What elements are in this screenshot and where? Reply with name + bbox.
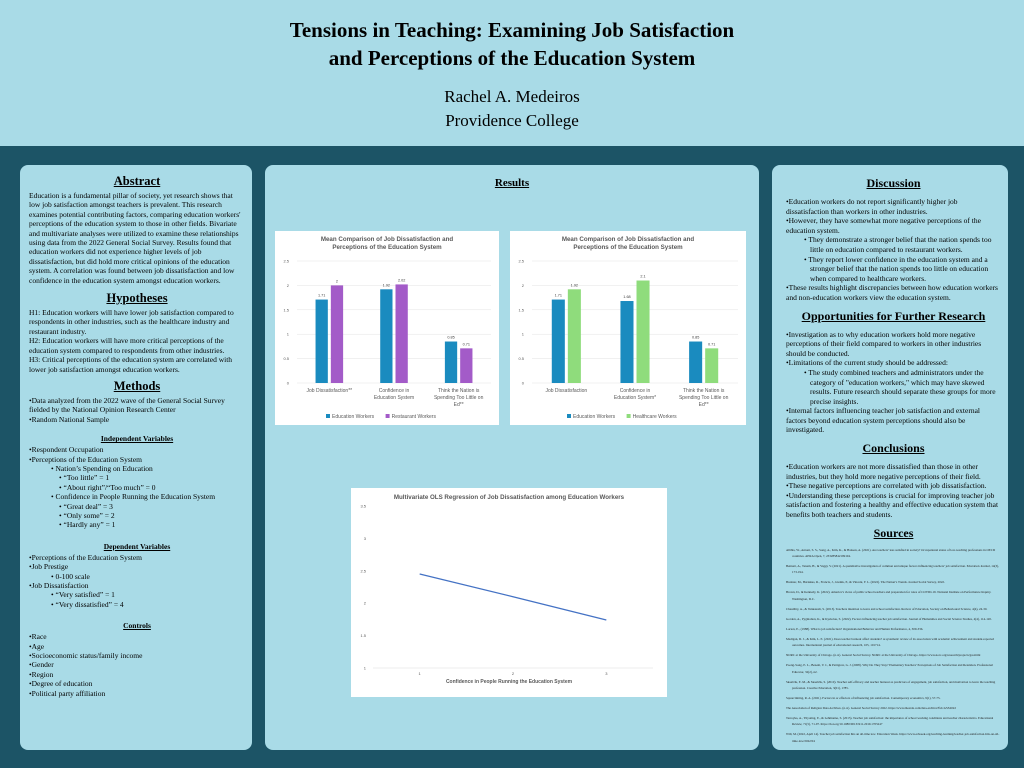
data-label: 0.71 <box>462 342 471 347</box>
data-label: 2.02 <box>397 278 406 283</box>
y-tick-label: 1.5 <box>360 633 366 639</box>
list-item: •Gender <box>29 660 54 670</box>
category-label: Education System <box>373 395 415 401</box>
bar-chart-restaurant <box>275 231 499 425</box>
y-tick-label: 2.5 <box>518 258 524 264</box>
category-label: Job Dissatisfaction <box>545 388 588 394</box>
source-item: Madigan, D. J., & Kim, L. E. (2021). Does teacher burnout affect students? A systematic review of its association with academic achievement and student-reported outcomes. International journal of educational research, 105, 101714. <box>786 636 995 648</box>
data-label: 1.71 <box>554 293 563 298</box>
results-panel <box>265 165 759 750</box>
data-label: 2.1 <box>640 274 646 279</box>
bar <box>637 281 650 383</box>
abstract-text: Education is a fundamental pillar of society, yet research shows that low job satisfaction amongst teachers is prevalent. This research examines potential contributing factors, comparing education workers' perceptions of the education system to those in other fields. Bivariate and multivariate analyses were utilized to examine these relationships using data from the 2022 General Social Survey. Results found that education workers did not experience higher levels of job dissatisfaction, but did hold more critical opinions of the education system. A correlation was found between job dissatisfaction and low confidence in the education system amongst education workers. <box>29 191 241 285</box>
affiliation: Providence College <box>445 111 579 130</box>
legend-swatch <box>326 414 330 418</box>
hypothesis-2: H2: Education workers will have more critical perceptions of the education system compared to respondents from other industries. <box>29 336 225 355</box>
y-tick-label: 0 <box>286 380 289 386</box>
list-item: • 0-100 scale <box>51 571 90 581</box>
y-tick-label: 0 <box>521 380 524 386</box>
source-item: Chaudhry, A., & Venkatesh, S. (2013). Teachers intention to leave and school satisfaction. Review of Education, Society on Behavioural Science, 4(4), 24-30. <box>786 606 988 611</box>
list-item: • “Very dissatisfied” = 4 <box>51 599 124 609</box>
list-item: •These results highlight discrepancies between how education workers and non-education workers view the education system. <box>786 283 998 302</box>
chart-title: Mean Comparison of Job Dissatisfaction and <box>320 236 454 243</box>
category-label: Confidence in <box>378 388 410 394</box>
list-item: •However, they have somewhat more negative perceptions of the education system. <box>786 216 981 235</box>
legend-label: Healthcare Workers <box>632 414 677 420</box>
source-item: Lorion, E., (1988). What is job satisfaction? Organizational Behavior and Human Performance, 4, 309-336. <box>786 626 924 631</box>
x-tick-label: 1 <box>418 671 421 676</box>
bar <box>396 284 408 383</box>
data-label: 0.85 <box>691 335 700 340</box>
y-tick-label: 3.5 <box>360 503 366 509</box>
source-item: Squarciniting, R. A. (2021). Factors in or effectors of influencing job satisfaction. Contemporary economics, 9(1), 57-75. <box>786 696 941 701</box>
x-axis-label: Confidence in People Running the Education System <box>445 679 573 685</box>
right-panel <box>772 165 1008 750</box>
bar <box>568 289 581 383</box>
category-label: Job Dissatisfaction** <box>306 388 353 394</box>
y-tick-label: 3 <box>363 535 366 541</box>
list-item: •Race <box>29 632 47 642</box>
methods-bullet: •Data analyzed from the 2022 wave of the General Social Survey fielded by the National Opinion Research Center <box>29 395 225 415</box>
category-label: Ed** <box>698 402 709 408</box>
y-tick-label: 2 <box>521 282 524 288</box>
controls-heading: Controls <box>123 621 151 631</box>
discussion-heading: Discussion <box>866 176 921 190</box>
source-item: Poong-Song, E. L., Bezem, V. J., & Pettigrew, G. J. (2008). Why Do They Stay? Elementary Teachers’ Perceptions of Job Satisfaction and Retention. Professional Educator, 32(2), n2. <box>786 663 993 674</box>
source-item: Gordon, A., Pygmalion, K., & Kyziolou, S. (2022). Factors influencing teacher job satisfaction. Journal of Humanities and Social Science Studies, 4(4), 114-120. <box>786 616 992 621</box>
source-item: Bennett, A., Tenem, H., & Vaggi, V. (2021). A quantitative investigation of common and unique factors influencing teachers’ job satisfaction. Education Journal, 14(3), 173-194. <box>786 564 999 575</box>
results-heading: Results <box>494 177 530 189</box>
list-item: • “Only some” = 2 <box>59 510 115 520</box>
y-tick-label: 2.5 <box>283 258 289 264</box>
hypotheses-heading: Hypotheses <box>106 291 168 306</box>
legend-label: Education Workers <box>573 414 616 420</box>
list-item: •Socioeconomic status/family income <box>29 651 143 661</box>
source-item: Brenner, M., Buriakus, R., Francis, J., Glenik, P., & Vincent, F. L. (2022). The Nation’s Trends. Journal Social Survey, 2022. <box>786 580 945 585</box>
abstract-heading: Abstract <box>113 174 161 188</box>
list-item: •Perceptions of the Education System <box>29 454 143 464</box>
bar <box>380 289 392 383</box>
category-label: Education System* <box>613 395 657 401</box>
category-label: Think the Nation is <box>437 388 480 394</box>
source-item: Tarroyka, A., Tliyoting, E., & Lehmanne, S. (2015). Teacher job satisfaction: the importance of school working conditions and teacher characteristics. Educational Review, 71(5), 71-97. https://doi.org/10.1080/00131911.2019.1705247 <box>786 716 994 727</box>
independent-variables-heading: Independent Variables <box>100 434 174 444</box>
x-tick-label: 3 <box>605 671 608 676</box>
list-item: •Respondent Occupation <box>29 445 104 455</box>
list-item: •Internal factors influencing teacher job satisfaction and external factors beyond education system perceptions should also be investigated. <box>786 406 981 435</box>
list-item: •Limitations of the current study should be addressed: <box>786 358 948 368</box>
list-item: • “Hardly any” = 1 <box>59 520 116 530</box>
legend-swatch <box>627 414 631 418</box>
sources-list <box>786 547 1001 745</box>
list-item: •Education workers are not more dissatisfied than those in other industries, but they hold more negative perceptions of their field. <box>786 462 981 481</box>
data-label: 1.92 <box>570 283 579 288</box>
source-item: Brown, D., & Kennedy, K. (2022). America’s views of public school teachers and preparation for roles of COVID-19. National Institute on Performance Inquiry. Washington, D.C. <box>786 590 992 601</box>
opportunities-heading: Opportunities for Further Research <box>801 308 986 323</box>
list-item: •Region <box>29 669 54 679</box>
list-item: •Job Dissatisfaction <box>29 581 89 590</box>
bar <box>460 348 472 383</box>
x-tick-label: 2 <box>511 671 515 676</box>
list-item: • The study combined teachers and administrators under the category of "education workers," which may have skewed results. Future research should separate these groups for more precise insights. <box>804 367 996 406</box>
list-item: •Age <box>29 641 45 651</box>
author-name: Rachel A. Medeiros <box>444 87 580 106</box>
hypothesis-3: H3: Critical perceptions of the education system are correlated with lower job satisfaction amongst education workers. <box>29 355 233 374</box>
poster-title: Tensions in Teaching: Examining Job Satisfaction and Perceptions of the Education System <box>289 18 735 70</box>
category-label: Ed** <box>453 402 464 408</box>
chart-title: Perceptions of the Education System <box>332 244 442 251</box>
bar <box>705 348 718 383</box>
legend-swatch <box>386 414 390 418</box>
poster-header <box>0 0 1024 146</box>
list-item: •These negative perceptions are correlated with job dissatisfaction. <box>786 481 987 491</box>
category-label: Think the Nation is <box>682 388 725 394</box>
y-tick-label: 1.5 <box>518 307 524 313</box>
source-item: Will, M. (2022, April 14). Teacher job satisfaction hits an all-time low. Education Week. https://www.edweek.org/teaching-learning/teacher-job-satisfaction-hits-an-all-time-low/2022/04 <box>786 732 1000 743</box>
chart-title: Mean Comparison of Job Dissatisfaction and <box>561 236 695 243</box>
y-tick-label: 0.5 <box>518 356 524 362</box>
list-item: • “Too little” = 1 <box>59 473 110 483</box>
legend-label: Restaurant Workers <box>391 414 436 420</box>
data-label: 2 <box>335 279 339 284</box>
conclusions-heading: Conclusions <box>862 441 925 456</box>
source-item: NORC at the University of Chicago. (n.d.). General Social Survey. NORC at the University of Chicago. https://www.norc.org/research/projects/gss.html <box>786 653 981 658</box>
list-item: • “About right”/“Too much” = 0 <box>59 482 156 492</box>
data-label: 1.71 <box>317 293 326 298</box>
y-tick-label: 1.5 <box>283 307 289 313</box>
list-item: •Education workers do not report significantly higher job dissatisfaction than workers in other industries. <box>786 197 958 216</box>
bar <box>552 300 565 383</box>
list-item: •Perceptions of the Education System <box>29 552 143 562</box>
list-item: •Investigation as to why education workers hold more negative perceptions of their field compared to workers in other industries should be conducted. <box>786 329 982 358</box>
category-label: Confidence in <box>619 388 651 394</box>
bar-chart-healthcare <box>510 231 746 425</box>
source-item: The Association of Religion Data Archives. (n.d.). General Social Survey 2022. https://www.thearda.com/data-archive?fid=GSS2022 <box>786 706 956 711</box>
y-tick-label: 2.5 <box>360 568 366 574</box>
y-tick-label: 1 <box>521 331 524 337</box>
bar <box>689 342 702 383</box>
data-label: 0.71 <box>707 342 716 347</box>
y-tick-label: 0.5 <box>283 356 289 362</box>
category-label: Spending Too Little on <box>433 395 484 401</box>
bar <box>445 342 457 383</box>
chart-title: Multivariate OLS Regression of Job Dissatisfaction among Education Workers <box>393 494 625 501</box>
y-tick-label: 2 <box>363 600 366 606</box>
left-panel <box>20 165 252 750</box>
bar <box>620 301 633 383</box>
bar <box>331 285 343 383</box>
legend-label: Education Workers <box>332 414 375 420</box>
list-item: • Nation’s Spending on Education <box>51 463 153 473</box>
data-label: 1.92 <box>382 283 391 288</box>
source-item: Allthis, W., Antoni, S. S., Song, A., Kim, K., & Hanson, A. (2021). Are teachers’ less satisfied in society? Occupational status of low-teaching professions in OECD countries. AERA Open, 7, 233285842199104. <box>786 547 996 559</box>
sources-heading: Sources <box>873 525 914 540</box>
list-item: •Political party affiliation <box>29 688 106 698</box>
list-item: •Understanding these perceptions is crucial for improving teacher job satisfaction and fostering a healthy and effective education system that benefits both teachers and students. <box>786 490 999 520</box>
y-tick-label: 2 <box>286 282 289 288</box>
dependent-variables-heading: Dependent Variables <box>103 541 171 551</box>
methods-bullet: •Random National Sample <box>29 414 110 424</box>
list-item: • They demonstrate a stronger belief that the nation spends too little on education compared to restaurant workers. <box>804 235 992 254</box>
hypothesis-1: H1: Education workers will have lower job satisfaction compared to respondents in other industries, such as the healthcare industry and restaurant industry. <box>29 308 234 336</box>
y-tick-label: 1 <box>363 665 366 671</box>
list-item: • They report lower confidence in the education system and a stronger belief that the nation spends too little on education when compared to healthcare workers. <box>804 254 989 283</box>
source-item: Skaalvik, E. M., & Skaalvik, S. (2010). Teacher self-efficacy and teacher burnout as predictors of engagement, job satisfaction, and motivation to leave the teaching profession. Creative Education, 3(01), 1785. <box>786 679 996 691</box>
list-item: • “Great deal” = 3 <box>59 501 113 511</box>
methods-heading: Methods <box>113 378 161 393</box>
data-label: 1.68 <box>623 295 631 300</box>
regression-line <box>420 574 607 620</box>
regression-line-chart <box>351 488 667 697</box>
category-label: Spending Too Little on <box>678 395 729 401</box>
list-item: • Confidence in People Running the Education System <box>51 492 216 502</box>
chart-title: Perceptions of the Education System <box>573 244 683 251</box>
bar <box>316 300 328 383</box>
data-label: 0.85 <box>447 335 455 340</box>
list-item: • “Very satisfied” = 1 <box>51 590 115 600</box>
list-item: •Degree of education <box>29 679 93 689</box>
legend-swatch <box>567 414 571 418</box>
list-item: •Job Prestige <box>29 562 69 572</box>
y-tick-label: 1 <box>286 331 289 337</box>
